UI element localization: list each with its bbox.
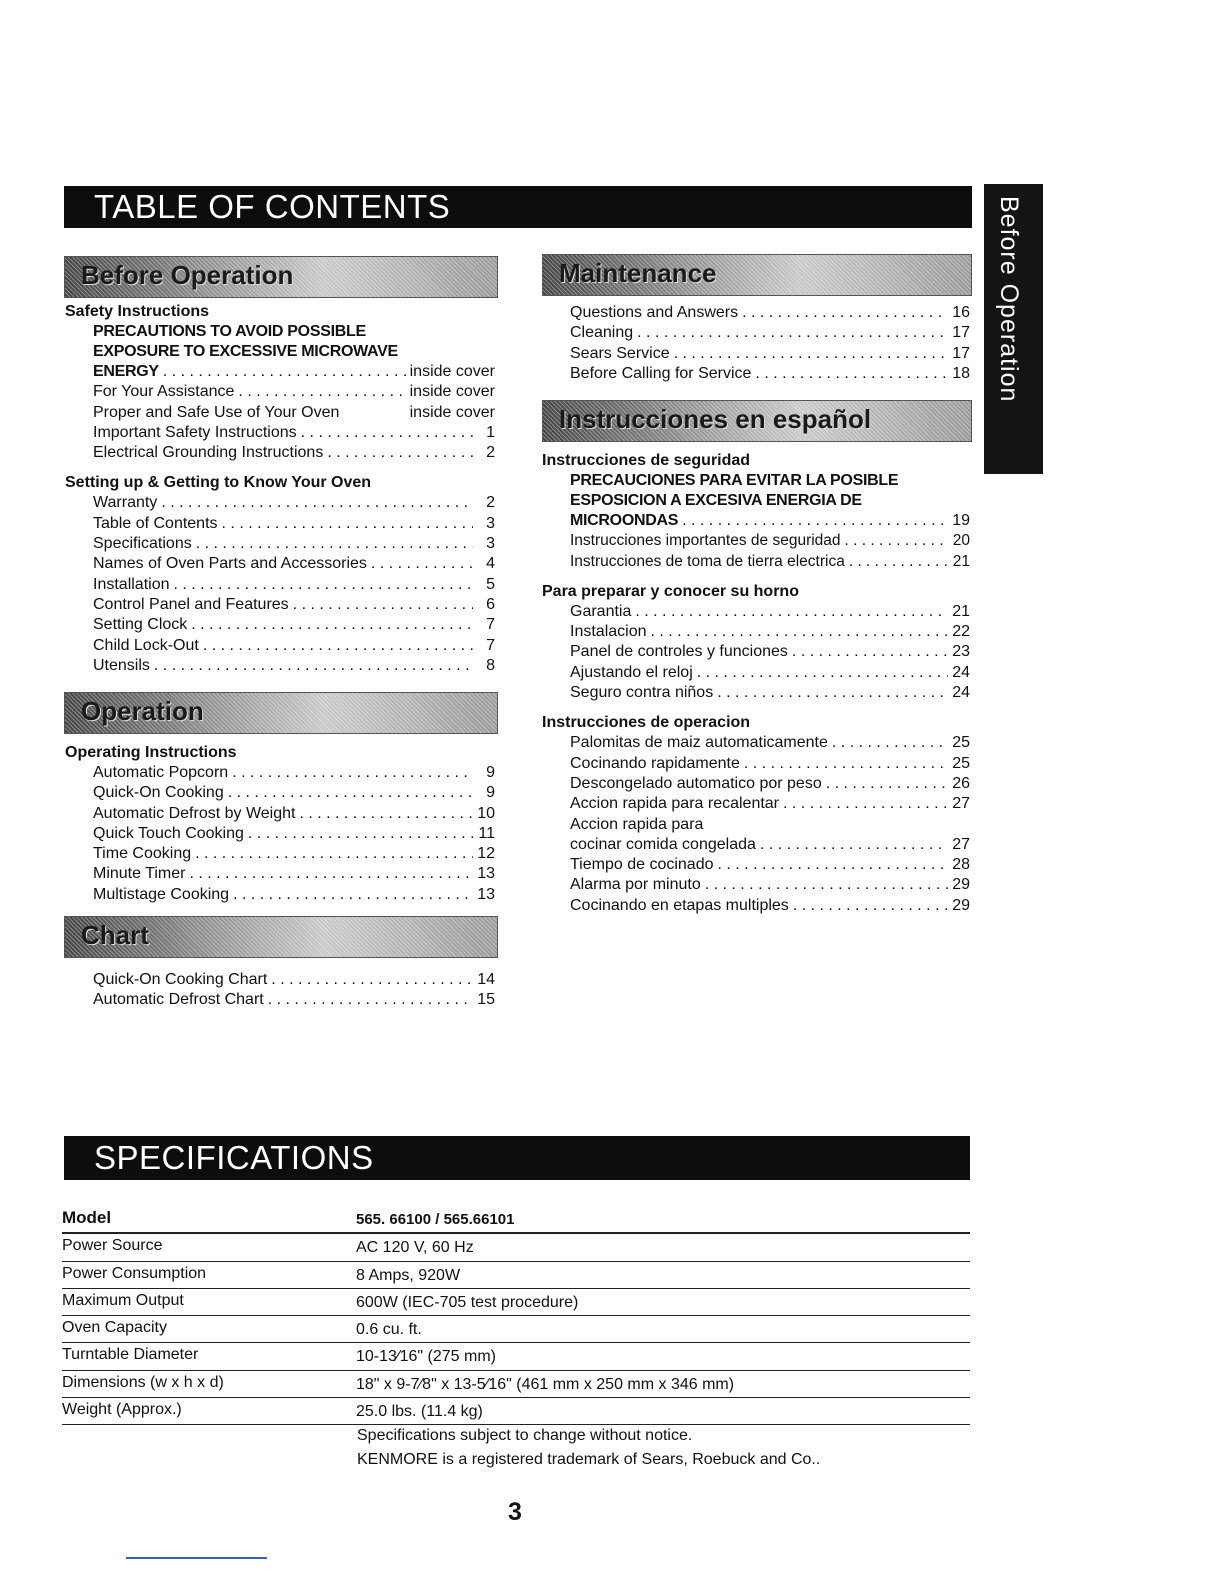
leader-dots [327, 443, 473, 463]
leader-dots [849, 552, 948, 572]
toc-entry-title: Names of Oven Parts and Accessories [93, 555, 367, 573]
leader-dots [163, 362, 406, 382]
toc-entry[interactable] [65, 403, 495, 423]
toc-entry[interactable] [542, 602, 970, 622]
leader-dots [717, 683, 948, 703]
leader-dots [299, 804, 473, 824]
toc-entry-title: Panel de controles y funciones [570, 643, 788, 661]
toc-entry-title: MICROONDAS [570, 512, 679, 529]
toc-bold-line: PRECAUCIONES PARA EVITAR LA POSIBLE [570, 472, 899, 489]
toc-entry-title: Accion rapida para [570, 815, 704, 833]
leader-dots [845, 531, 948, 551]
leader-dots [293, 595, 473, 615]
leader-dots [189, 864, 473, 884]
leader-dots [792, 642, 948, 662]
toc-entry[interactable] [65, 824, 495, 844]
toc-entry[interactable] [542, 323, 970, 343]
leader-dots [233, 885, 473, 905]
toc-entry-title: Sears Service [570, 344, 670, 362]
leader-dots [744, 754, 948, 774]
toc-entry-page: 4 [486, 555, 495, 573]
leader-dots [635, 602, 948, 622]
toc-entry-title: Alarma por minuto [570, 876, 701, 894]
leader-dots [195, 844, 473, 864]
toc-entry[interactable] [542, 794, 970, 814]
toc-entry[interactable] [542, 303, 970, 323]
spec-row [62, 1316, 970, 1343]
toc-entry[interactable] [542, 815, 970, 835]
toc-entry[interactable] [65, 443, 495, 463]
toc-entry-title: Cleaning [570, 324, 634, 342]
toc-entry-page: inside cover [409, 383, 495, 401]
toc-entry-page: 12 [477, 845, 495, 863]
leader-dots [191, 615, 473, 635]
leader-dots [222, 514, 473, 534]
toc-entry-title: Proper and Safe Use of Your Oven [93, 403, 340, 421]
spec-row [62, 1234, 970, 1261]
toc-entry-page: 14 [477, 971, 495, 988]
toc-entry-title: Instrucciones de toma de tierra electrica [570, 552, 845, 570]
spec-key: Weight (Approx.) [62, 1401, 182, 1419]
side-tab-label: Before Operation [995, 196, 1023, 403]
leader-dots [742, 303, 948, 323]
toc-entry-page: 19 [952, 512, 970, 529]
toc-entry-page: 29 [952, 876, 970, 894]
toc-entry-title: Quick-On Cooking [93, 784, 224, 802]
toc-entry-page: 1 [486, 423, 495, 441]
toc-entry-page: 7 [486, 636, 495, 654]
toc-entry-page: 9 [486, 764, 495, 781]
toc-entry-title: Automatic Defrost Chart [93, 991, 264, 1009]
toc-entry-page: 15 [477, 991, 495, 1009]
spec-key: Power Consumption [62, 1264, 207, 1282]
toc-entry-title: Descongelado automatico por peso [570, 774, 822, 792]
toc-entry-title: Specifications [93, 535, 192, 553]
toc-entry-title: Time Cooking [93, 845, 192, 863]
toc-group-title: Safety Instructions [65, 303, 210, 320]
toc-entry-title: Minute Timer [93, 865, 186, 883]
toc-entry[interactable] [542, 552, 970, 572]
toc-entry-page: 24 [952, 684, 970, 702]
toc-entry[interactable] [65, 864, 495, 884]
toc-entry[interactable] [65, 636, 495, 656]
section-heading-label: Before Operation [81, 260, 294, 290]
toc-entry[interactable] [542, 531, 970, 551]
leader-dots [755, 364, 948, 384]
toc-entry[interactable] [65, 885, 495, 905]
section-heading-maintenance [542, 254, 972, 296]
toc-entry[interactable] [65, 990, 495, 1010]
toc-entry[interactable] [542, 642, 970, 662]
leader-dots [268, 990, 473, 1010]
toc-entry[interactable] [542, 774, 970, 794]
leader-dots [637, 323, 948, 343]
toc-entry[interactable] [65, 615, 495, 635]
leader-dots [232, 763, 473, 783]
spec-value: 25.0 lbs. (11.4 kg) [356, 1403, 483, 1421]
spec-key: Oven Capacity [62, 1319, 167, 1337]
toc-bold-line: ESPOSICION A EXCESIVA ENERGIA DE [570, 492, 862, 509]
spec-note: Specifications subject to change without notice. [357, 1427, 693, 1444]
toc-bold-line: EXPOSURE TO EXCESSIVE MICROWAVE [93, 343, 398, 360]
toc-entry-page [703, 815, 721, 835]
footer-rule [126, 1557, 267, 1559]
toc-entry[interactable] [542, 754, 970, 774]
toc-entry[interactable] [542, 733, 970, 753]
spec-key: Turntable Diameter [62, 1346, 199, 1364]
toc-entry-page: 2 [486, 444, 495, 462]
toc-entry[interactable] [65, 763, 495, 783]
toc-entry-title: Instalacion [570, 623, 647, 641]
leader-dots [228, 783, 473, 803]
spec-value: 10-13⁄16" (275 mm) [356, 1348, 496, 1366]
side-tab-before-operation [984, 184, 1043, 474]
toc-entry-title: Automatic Popcorn [93, 764, 229, 781]
spec-row-model [62, 1206, 970, 1234]
spec-row [62, 1343, 970, 1370]
toc-entry-title: cocinar comida congelada [570, 835, 756, 853]
specifications-table [62, 1206, 970, 1425]
toc-entry-page: 3 [486, 514, 495, 532]
toc-entry-page: 18 [952, 364, 970, 382]
toc-entry-page: 3 [486, 535, 495, 553]
toc-entry-title: Quick-On Cooking Chart [93, 971, 268, 988]
toc-entry-page: 27 [952, 835, 970, 853]
toc-entry-page: 5 [486, 575, 495, 593]
toc-entry-page: 28 [952, 856, 970, 874]
toc-entry[interactable] [65, 534, 495, 554]
spec-value: 8 Amps, 920W [356, 1266, 461, 1284]
section-heading-before-operation [64, 256, 498, 298]
trademark-note: KENMORE is a registered trademark of Sears, Roebuck and Co.. [357, 1451, 821, 1468]
toc-entry-page: 10 [477, 804, 495, 822]
leader-dots [154, 656, 473, 676]
toc-entry-page: 29 [952, 896, 970, 914]
toc-entry-page: 23 [952, 643, 970, 661]
toc-espanol-list [542, 451, 970, 916]
toc-entry-title: Automatic Defrost by Weight [93, 804, 296, 822]
toc-entry-page: inside cover [409, 403, 495, 421]
toc-entry-title: Installation [93, 575, 170, 593]
toc-entry[interactable] [65, 970, 495, 990]
toc-entry-page: 21 [952, 602, 970, 620]
leader-dots [301, 423, 473, 443]
toc-entry-page: 26 [952, 774, 970, 792]
toc-entry-title: Tiempo de cocinado [570, 856, 714, 874]
toc-group-title: Operating Instructions [65, 744, 237, 761]
toc-entry-title: Warranty [93, 494, 158, 512]
spec-value: 0.6 cu. ft. [356, 1321, 422, 1339]
specifications-title: SPECIFICATIONS [94, 1139, 374, 1176]
toc-group-title: Para preparar y conocer su horno [542, 582, 799, 600]
leader-dots [697, 663, 948, 683]
leader-dots [651, 622, 949, 642]
toc-entry[interactable] [65, 595, 495, 615]
toc-entry-title: Important Safety Instructions [93, 423, 297, 441]
toc-entry[interactable] [542, 896, 970, 916]
toc-entry-title: Instrucciones importantes de seguridad [570, 532, 841, 550]
leader-dots [248, 824, 473, 844]
toc-entry-page: 13 [477, 885, 495, 903]
toc-entry-page: 8 [486, 656, 495, 674]
toc-entry-page: 25 [952, 754, 970, 772]
toc-entry-page: 22 [952, 623, 970, 641]
toc-entry[interactable] [65, 514, 495, 534]
toc-operation-list [65, 743, 495, 905]
toc-group-title: Instrucciones de operacion [542, 714, 751, 732]
toc-entry-page: 21 [952, 552, 970, 570]
toc-entry-title: Child Lock-Out [93, 636, 199, 654]
toc-entry-page: 17 [952, 344, 970, 362]
toc-entry[interactable] [65, 844, 495, 864]
toc-entry-title: Garantia [570, 602, 632, 620]
toc-entry-page: 9 [486, 784, 495, 802]
toc-entry-title: Seguro contra niños [570, 684, 714, 702]
toc-entry[interactable] [65, 656, 495, 676]
toc-chart-list [65, 970, 495, 1011]
toc-entry-page: 7 [486, 616, 495, 634]
section-heading-label: Operation [81, 696, 204, 726]
toc-bold-line: PRECAUTIONS TO AVOID POSSIBLE [93, 323, 366, 340]
toc-entry-title: ENERGY [93, 363, 159, 380]
leader-dots [718, 855, 949, 875]
leader-dots [793, 896, 948, 916]
leader-dots [783, 794, 948, 814]
toc-entry-page: 16 [952, 304, 970, 321]
toc-entry[interactable] [542, 855, 970, 875]
toc-entry-title: Setting Clock [93, 616, 188, 634]
toc-entry-page: 17 [952, 324, 970, 342]
toc-entry-title: Electrical Grounding Instructions [93, 444, 324, 462]
toc-entry[interactable] [65, 493, 495, 513]
leader-dots [682, 511, 948, 531]
toc-entry[interactable] [65, 423, 495, 443]
spec-row [62, 1262, 970, 1289]
toc-entry-title: Questions and Answers [570, 304, 739, 321]
specifications-title-banner [64, 1136, 970, 1180]
toc-entry-page: 25 [952, 734, 970, 752]
spec-value: AC 120 V, 60 Hz [356, 1239, 474, 1257]
leader-dots [705, 875, 948, 895]
toc-entry-title: Cocinando en etapas multiples [570, 896, 789, 914]
toc-entry[interactable] [542, 875, 970, 895]
spec-value: 565. 66100 / 565.66101 [356, 1211, 515, 1228]
toc-entry-title: Table of Contents [93, 514, 218, 532]
toc-entry[interactable] [542, 663, 970, 683]
toc-entry[interactable] [65, 575, 495, 595]
leader-dots [674, 344, 948, 364]
leader-dots [238, 382, 405, 402]
section-heading-label: Instrucciones en español [559, 404, 872, 434]
toc-entry[interactable] [65, 804, 495, 824]
toc-entry-page: 27 [952, 795, 970, 813]
toc-entry-title: Cocinando rapidamente [570, 754, 740, 772]
toc-entry[interactable] [542, 835, 970, 855]
toc-title-banner [64, 186, 972, 228]
toc-entry-title: Before Calling for Service [570, 364, 752, 382]
toc-entry-title: For Your Assistance [93, 383, 235, 401]
leader-dots [203, 636, 473, 656]
spec-value: 18" x 9-7⁄8" x 13-5⁄16" (461 mm x 250 mm x 346 mm) [356, 1375, 735, 1393]
leader-dots [371, 554, 473, 574]
toc-entry[interactable] [542, 511, 970, 531]
toc-entry[interactable] [65, 554, 495, 574]
spec-row [62, 1371, 970, 1398]
toc-entry[interactable] [542, 683, 970, 703]
toc-entry[interactable] [65, 783, 495, 803]
toc-entry[interactable] [542, 364, 970, 384]
toc-entry-title: Control Panel and Features [93, 595, 289, 613]
section-heading-label: Maintenance [559, 258, 717, 288]
toc-group-title: Instrucciones de seguridad [542, 452, 751, 469]
toc-entry-title: Quick Touch Cooking [93, 824, 244, 842]
section-heading-espanol [542, 400, 972, 442]
toc-entry-page: 13 [477, 865, 495, 883]
toc-entry-page: 2 [486, 494, 495, 512]
toc-entry[interactable] [542, 344, 970, 364]
toc-entry-title: Utensils [93, 656, 150, 674]
toc-entry-title: Accion rapida para recalentar [570, 795, 780, 813]
spec-key: Power Source [62, 1237, 163, 1255]
leader-dots [196, 534, 473, 554]
leader-dots [832, 733, 948, 753]
toc-group-title: Setting up & Getting to Know Your Oven [65, 474, 372, 492]
spec-value: 600W (IEC-705 test procedure) [356, 1293, 579, 1311]
spec-key: Dimensions (w x h x d) [62, 1373, 224, 1391]
leader-dots [161, 493, 473, 513]
leader-dots [174, 575, 474, 595]
spec-row [62, 1398, 970, 1425]
spec-key: Model [62, 1208, 112, 1227]
leader-dots [826, 774, 948, 794]
leader-dots [271, 970, 473, 990]
toc-entry-title: Palomitas de maiz automaticamente [570, 734, 828, 752]
section-heading-operation [64, 692, 498, 734]
toc-entry[interactable] [65, 382, 495, 402]
toc-maintenance-list [542, 303, 970, 384]
section-heading-label: Chart [81, 920, 149, 950]
leader-dots [760, 835, 948, 855]
toc-entry[interactable] [65, 362, 495, 382]
toc-entry[interactable] [542, 622, 970, 642]
spec-key: Maximum Output [62, 1291, 184, 1309]
toc-entry-page: 11 [478, 824, 495, 842]
toc-before-operation-list [65, 302, 495, 676]
toc-entry-title: Ajustando el reloj [570, 663, 693, 681]
section-heading-chart [64, 916, 498, 958]
toc-title: TABLE OF CONTENTS [94, 188, 451, 225]
page-number: 3 [508, 1498, 522, 1526]
toc-entry-page: 6 [486, 595, 495, 613]
toc-entry-page: 24 [952, 663, 970, 681]
toc-entry-title: Multistage Cooking [93, 885, 230, 903]
toc-entry-page: 20 [952, 532, 970, 550]
spec-row [62, 1289, 970, 1316]
toc-entry-page: inside cover [409, 363, 495, 380]
